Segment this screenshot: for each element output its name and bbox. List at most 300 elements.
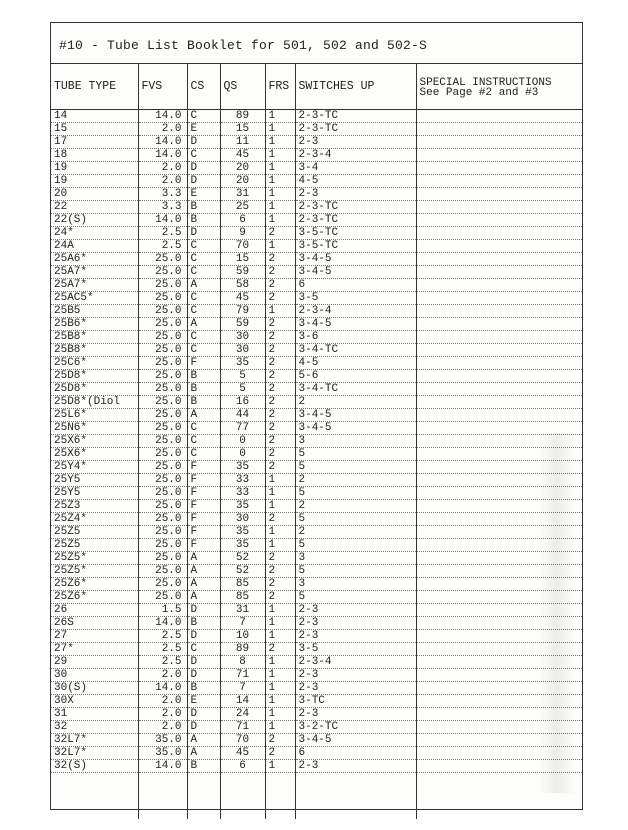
cell-switches-up: 3-4-TC: [295, 383, 416, 396]
cell-fvs: 25.0: [138, 370, 187, 383]
cell-qs: 58: [220, 279, 265, 292]
cell-tube-type: 19: [51, 175, 138, 188]
header-special-instructions: [416, 63, 582, 110]
table-row: [51, 708, 582, 721]
cell-fvs: 2.0: [138, 123, 187, 136]
cell-cs: F: [187, 357, 220, 370]
blank-cell: [295, 773, 416, 820]
table-row: [51, 760, 582, 773]
header-row: [51, 63, 582, 110]
cell-qs: 31: [220, 604, 265, 617]
table-row: [51, 682, 582, 695]
cell-frs: 1: [265, 175, 295, 188]
cell-tube-type: 25Z5*: [51, 565, 138, 578]
cell-fvs: 25.0: [138, 526, 187, 539]
cell-frs: 1: [265, 760, 295, 773]
table-row: [51, 695, 582, 708]
cell-fvs: 3.3: [138, 201, 187, 214]
cell-special-instructions: [416, 110, 582, 123]
cell-qs: 71: [220, 721, 265, 734]
cell-tube-type: 25C6*: [51, 357, 138, 370]
cell-tube-type: 25B8*: [51, 331, 138, 344]
table-row: [51, 123, 582, 136]
cell-frs: 2: [265, 253, 295, 266]
cell-fvs: 25.0: [138, 448, 187, 461]
cell-special-instructions: [416, 591, 582, 604]
cell-special-instructions: [416, 123, 582, 136]
cell-tube-type: 25B8*: [51, 344, 138, 357]
cell-switches-up: 3-2-TC: [295, 721, 416, 734]
cell-switches-up: 6: [295, 279, 416, 292]
cell-tube-type: 25Z5: [51, 539, 138, 552]
cell-tube-type: 32L7*: [51, 747, 138, 760]
cell-tube-type: 25Z5: [51, 526, 138, 539]
table-row: [51, 344, 582, 357]
table-row: [51, 240, 582, 253]
cell-special-instructions: [416, 149, 582, 162]
cell-fvs: 25.0: [138, 513, 187, 526]
cell-frs: 2: [265, 422, 295, 435]
cell-qs: 5: [220, 383, 265, 396]
cell-fvs: 25.0: [138, 565, 187, 578]
cell-frs: 1: [265, 214, 295, 227]
cell-tube-type: 25Z6*: [51, 591, 138, 604]
cell-fvs: 25.0: [138, 396, 187, 409]
cell-frs: 1: [265, 630, 295, 643]
cell-fvs: 2.5: [138, 643, 187, 656]
cell-switches-up: 2-3: [295, 708, 416, 721]
table-row: [51, 487, 582, 500]
table-row: [51, 318, 582, 331]
cell-tube-type: 25L6*: [51, 409, 138, 422]
table-row: [51, 357, 582, 370]
table-row: [51, 669, 582, 682]
cell-cs: B: [187, 201, 220, 214]
cell-fvs: 35.0: [138, 747, 187, 760]
cell-tube-type: 25N6*: [51, 422, 138, 435]
cell-cs: B: [187, 383, 220, 396]
cell-qs: 45: [220, 149, 265, 162]
cell-cs: B: [187, 682, 220, 695]
cell-fvs: 2.5: [138, 227, 187, 240]
cell-special-instructions: [416, 448, 582, 461]
cell-switches-up: 2-3-4: [295, 305, 416, 318]
cell-switches-up: 2-3-TC: [295, 214, 416, 227]
cell-special-instructions: [416, 643, 582, 656]
cell-tube-type: 27*: [51, 643, 138, 656]
cell-frs: 2: [265, 513, 295, 526]
cell-switches-up: 3-4-5: [295, 266, 416, 279]
header-qs: QS: [220, 63, 265, 110]
cell-fvs: 25.0: [138, 591, 187, 604]
cell-special-instructions: [416, 214, 582, 227]
cell-cs: A: [187, 578, 220, 591]
blank-cell: [51, 773, 138, 820]
cell-cs: D: [187, 721, 220, 734]
cell-qs: 10: [220, 630, 265, 643]
cell-cs: B: [187, 370, 220, 383]
table-row: [51, 721, 582, 734]
table-row: [51, 578, 582, 591]
cell-fvs: 25.0: [138, 331, 187, 344]
cell-cs: C: [187, 305, 220, 318]
table-row: [51, 422, 582, 435]
cell-fvs: 25.0: [138, 383, 187, 396]
cell-frs: 2: [265, 292, 295, 305]
cell-switches-up: 4-5: [295, 175, 416, 188]
cell-cs: F: [187, 500, 220, 513]
cell-switches-up: 2-3: [295, 760, 416, 773]
table-row: [51, 396, 582, 409]
cell-fvs: 2.0: [138, 175, 187, 188]
cell-cs: B: [187, 760, 220, 773]
table-row: [51, 253, 582, 266]
cell-qs: 35: [220, 500, 265, 513]
cell-special-instructions: [416, 552, 582, 565]
table-row: [51, 526, 582, 539]
cell-switches-up: 4-5: [295, 357, 416, 370]
cell-switches-up: 3-4-5: [295, 253, 416, 266]
cell-frs: 1: [265, 682, 295, 695]
cell-cs: D: [187, 708, 220, 721]
cell-switches-up: 2-3: [295, 188, 416, 201]
cell-tube-type: 24*: [51, 227, 138, 240]
header-special-line1: SPECIAL INSTRUCTIONS: [419, 77, 552, 89]
cell-fvs: 25.0: [138, 344, 187, 357]
tube-table-header: [51, 63, 582, 110]
table-row: [51, 513, 582, 526]
cell-special-instructions: [416, 240, 582, 253]
cell-frs: 2: [265, 565, 295, 578]
cell-qs: 77: [220, 422, 265, 435]
cell-qs: 31: [220, 188, 265, 201]
cell-frs: 2: [265, 396, 295, 409]
cell-special-instructions: [416, 188, 582, 201]
cell-tube-type: 25A7*: [51, 266, 138, 279]
cell-tube-type: 25D8*(Diol: [51, 396, 138, 409]
cell-tube-type: 25Z4*: [51, 513, 138, 526]
cell-switches-up: 3-4-5: [295, 734, 416, 747]
cell-switches-up: 2-3-TC: [295, 123, 416, 136]
cell-fvs: 3.3: [138, 188, 187, 201]
cell-cs: F: [187, 513, 220, 526]
cell-cs: F: [187, 474, 220, 487]
cell-switches-up: 2-3: [295, 136, 416, 149]
cell-frs: 2: [265, 331, 295, 344]
cell-cs: A: [187, 552, 220, 565]
cell-fvs: 14.0: [138, 149, 187, 162]
cell-switches-up: 5-6: [295, 370, 416, 383]
cell-frs: 2: [265, 383, 295, 396]
cell-switches-up: 5: [295, 513, 416, 526]
cell-fvs: 25.0: [138, 474, 187, 487]
cell-fvs: 14.0: [138, 136, 187, 149]
cell-special-instructions: [416, 201, 582, 214]
cell-cs: B: [187, 214, 220, 227]
table-row: [51, 747, 582, 760]
cell-special-instructions: [416, 357, 582, 370]
cell-switches-up: 2-3-4: [295, 656, 416, 669]
cell-cs: C: [187, 643, 220, 656]
cell-cs: D: [187, 604, 220, 617]
cell-fvs: 25.0: [138, 578, 187, 591]
cell-tube-type: 22: [51, 201, 138, 214]
table-row: [51, 149, 582, 162]
cell-cs: E: [187, 188, 220, 201]
cell-cs: F: [187, 461, 220, 474]
blank-cell: [138, 773, 187, 820]
cell-cs: A: [187, 279, 220, 292]
cell-frs: 2: [265, 734, 295, 747]
table-row: [51, 461, 582, 474]
cell-special-instructions: [416, 617, 582, 630]
cell-fvs: 25.0: [138, 461, 187, 474]
cell-fvs: 14.0: [138, 110, 187, 123]
cell-special-instructions: [416, 695, 582, 708]
cell-special-instructions: [416, 396, 582, 409]
cell-switches-up: 2-3: [295, 617, 416, 630]
cell-fvs: 25.0: [138, 500, 187, 513]
cell-frs: 1: [265, 305, 295, 318]
cell-qs: 0: [220, 435, 265, 448]
cell-tube-type: 18: [51, 149, 138, 162]
cell-fvs: 35.0: [138, 734, 187, 747]
cell-qs: 11: [220, 136, 265, 149]
table-row: [51, 266, 582, 279]
cell-frs: 2: [265, 370, 295, 383]
cell-frs: 1: [265, 617, 295, 630]
cell-tube-type: 32(S): [51, 760, 138, 773]
cell-fvs: 25.0: [138, 409, 187, 422]
cell-fvs: 25.0: [138, 253, 187, 266]
cell-frs: 2: [265, 318, 295, 331]
table-row: [51, 136, 582, 149]
table-row: [51, 214, 582, 227]
cell-special-instructions: [416, 578, 582, 591]
cell-special-instructions: [416, 760, 582, 773]
cell-switches-up: 3-5-TC: [295, 240, 416, 253]
cell-qs: 45: [220, 747, 265, 760]
cell-qs: 35: [220, 539, 265, 552]
cell-tube-type: 25Z3: [51, 500, 138, 513]
cell-tube-type: 27: [51, 630, 138, 643]
tube-table-body: [51, 110, 582, 820]
cell-switches-up: 3-5: [295, 643, 416, 656]
cell-tube-type: 32L7*: [51, 734, 138, 747]
cell-cs: B: [187, 396, 220, 409]
cell-frs: 2: [265, 747, 295, 760]
cell-frs: 1: [265, 669, 295, 682]
table-row: [51, 201, 582, 214]
cell-switches-up: 3-6: [295, 331, 416, 344]
cell-switches-up: 3-5-TC: [295, 227, 416, 240]
cell-cs: D: [187, 136, 220, 149]
table-row: [51, 175, 582, 188]
tube-list-sheet: [50, 22, 583, 810]
cell-frs: 2: [265, 357, 295, 370]
cell-frs: 1: [265, 240, 295, 253]
cell-tube-type: 25Y5: [51, 487, 138, 500]
cell-switches-up: 2-3-TC: [295, 110, 416, 123]
cell-fvs: 25.0: [138, 318, 187, 331]
cell-switches-up: 3-4-TC: [295, 344, 416, 357]
cell-special-instructions: [416, 370, 582, 383]
cell-qs: 24: [220, 708, 265, 721]
cell-special-instructions: [416, 669, 582, 682]
cell-switches-up: 3-4-5: [295, 422, 416, 435]
cell-switches-up: 2: [295, 396, 416, 409]
cell-special-instructions: [416, 266, 582, 279]
cell-tube-type: 25X6*: [51, 435, 138, 448]
cell-tube-type: 29: [51, 656, 138, 669]
cell-tube-type: 32: [51, 721, 138, 734]
table-row: [51, 110, 582, 123]
cell-special-instructions: [416, 747, 582, 760]
cell-cs: E: [187, 695, 220, 708]
cell-switches-up: 2: [295, 500, 416, 513]
cell-special-instructions: [416, 474, 582, 487]
cell-special-instructions: [416, 682, 582, 695]
blank-cell: [265, 773, 295, 820]
cell-frs: 1: [265, 721, 295, 734]
cell-tube-type: 25B6*: [51, 318, 138, 331]
cell-cs: D: [187, 162, 220, 175]
cell-frs: 1: [265, 188, 295, 201]
table-row: [51, 305, 582, 318]
cell-cs: C: [187, 253, 220, 266]
cell-fvs: 2.0: [138, 669, 187, 682]
cell-switches-up: 3-4: [295, 162, 416, 175]
cell-tube-type: 25Y5: [51, 474, 138, 487]
cell-fvs: 25.0: [138, 357, 187, 370]
header-fvs: FVS: [138, 63, 187, 110]
cell-cs: A: [187, 747, 220, 760]
table-row: [51, 604, 582, 617]
header-cs: CS: [187, 63, 220, 110]
cell-switches-up: 2-3: [295, 630, 416, 643]
cell-switches-up: 3: [295, 578, 416, 591]
cell-special-instructions: [416, 383, 582, 396]
cell-frs: 1: [265, 123, 295, 136]
cell-qs: 89: [220, 643, 265, 656]
table-row: [51, 539, 582, 552]
cell-qs: 5: [220, 370, 265, 383]
cell-tube-type: 22(S): [51, 214, 138, 227]
cell-cs: B: [187, 617, 220, 630]
cell-fvs: 14.0: [138, 214, 187, 227]
cell-cs: C: [187, 344, 220, 357]
cell-tube-type: 26S: [51, 617, 138, 630]
cell-switches-up: 2-3-TC: [295, 201, 416, 214]
cell-fvs: 25.0: [138, 279, 187, 292]
cell-tube-type: 24A: [51, 240, 138, 253]
header-frs: FRS: [265, 63, 295, 110]
cell-cs: A: [187, 591, 220, 604]
cell-tube-type: 25Z6*: [51, 578, 138, 591]
cell-qs: 0: [220, 448, 265, 461]
cell-special-instructions: [416, 422, 582, 435]
cell-cs: A: [187, 409, 220, 422]
table-row: [51, 617, 582, 630]
cell-special-instructions: [416, 526, 582, 539]
cell-tube-type: 25AC5*: [51, 292, 138, 305]
cell-special-instructions: [416, 461, 582, 474]
cell-special-instructions: [416, 604, 582, 617]
cell-tube-type: 20: [51, 188, 138, 201]
cell-fvs: 2.5: [138, 630, 187, 643]
table-row: [51, 591, 582, 604]
cell-special-instructions: [416, 305, 582, 318]
cell-special-instructions: [416, 500, 582, 513]
cell-frs: 1: [265, 539, 295, 552]
cell-tube-type: 15: [51, 123, 138, 136]
cell-qs: 7: [220, 682, 265, 695]
cell-fvs: 2.5: [138, 240, 187, 253]
cell-qs: 52: [220, 565, 265, 578]
cell-special-instructions: [416, 318, 582, 331]
cell-qs: 7: [220, 617, 265, 630]
cell-special-instructions: [416, 721, 582, 734]
cell-qs: 79: [220, 305, 265, 318]
cell-tube-type: 17: [51, 136, 138, 149]
table-row: [51, 448, 582, 461]
cell-fvs: 25.0: [138, 552, 187, 565]
blank-cell: [416, 773, 582, 820]
cell-switches-up: 3-4-5: [295, 409, 416, 422]
cell-frs: 1: [265, 708, 295, 721]
cell-cs: D: [187, 227, 220, 240]
cell-special-instructions: [416, 734, 582, 747]
cell-qs: 6: [220, 760, 265, 773]
cell-qs: 85: [220, 591, 265, 604]
cell-switches-up: 5: [295, 461, 416, 474]
cell-qs: 30: [220, 344, 265, 357]
cell-cs: F: [187, 539, 220, 552]
cell-switches-up: 5: [295, 448, 416, 461]
cell-cs: D: [187, 669, 220, 682]
table-row: [51, 435, 582, 448]
cell-frs: 2: [265, 409, 295, 422]
cell-qs: 85: [220, 578, 265, 591]
cell-frs: 1: [265, 162, 295, 175]
blank-cell: [187, 773, 220, 820]
cell-fvs: 14.0: [138, 760, 187, 773]
cell-frs: 2: [265, 643, 295, 656]
cell-cs: C: [187, 149, 220, 162]
cell-special-instructions: [416, 253, 582, 266]
cell-qs: 16: [220, 396, 265, 409]
table-row: [51, 279, 582, 292]
cell-switches-up: 2-3: [295, 669, 416, 682]
cell-cs: A: [187, 318, 220, 331]
cell-fvs: 2.0: [138, 708, 187, 721]
cell-tube-type: 30: [51, 669, 138, 682]
cell-frs: 2: [265, 578, 295, 591]
cell-cs: E: [187, 123, 220, 136]
cell-qs: 71: [220, 669, 265, 682]
blank-cell: [220, 773, 265, 820]
cell-special-instructions: [416, 656, 582, 669]
cell-special-instructions: [416, 279, 582, 292]
table-row: [51, 734, 582, 747]
cell-tube-type: 14: [51, 110, 138, 123]
cell-tube-type: 30(S): [51, 682, 138, 695]
cell-cs: C: [187, 448, 220, 461]
header-special-line2: See Page #2 and #3: [419, 87, 539, 99]
cell-switches-up: 2-3-4: [295, 149, 416, 162]
cell-frs: 1: [265, 110, 295, 123]
cell-frs: 1: [265, 695, 295, 708]
